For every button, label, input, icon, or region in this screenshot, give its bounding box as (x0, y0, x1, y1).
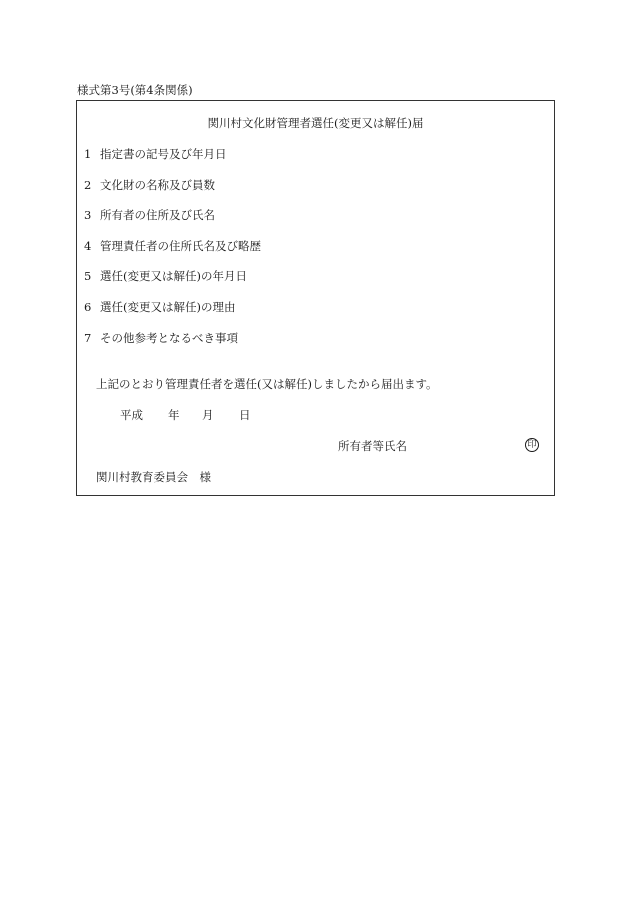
list-item (84, 239, 261, 253)
item-number: 3 (84, 208, 92, 222)
item-text: 指定書の記号及び年月日 (100, 147, 227, 161)
form-title: 関川村文化財管理者選任(変更又は解任)届 (207, 116, 424, 130)
list-item (84, 300, 235, 314)
date-line (120, 408, 251, 422)
declaration-statement: 上記のとおり管理責任者を選任(又は解任)しましたから届出ます。 (96, 377, 438, 391)
item-number: 7 (84, 331, 92, 345)
item-text: 所有者の住所及び氏名 (100, 208, 215, 222)
date-year: 年 (168, 408, 180, 422)
form-number-label: 様式第3号(第4条関係) (77, 83, 193, 97)
item-text: 管理責任者の住所氏名及び略歴 (100, 239, 261, 253)
list-item (84, 269, 247, 283)
owner-name-label: 所有者等氏名 (338, 439, 407, 453)
seal-icon: 印 (525, 438, 539, 452)
list-item (84, 147, 227, 161)
item-number: 6 (84, 300, 92, 314)
addressee: 関川村教育委員会 様 (96, 470, 211, 484)
item-number: 4 (84, 239, 92, 253)
list-item (84, 178, 215, 192)
list-item (84, 208, 215, 222)
item-text: 文化財の名称及び員数 (100, 178, 215, 192)
item-text: 選任(変更又は解任)の理由 (100, 300, 236, 314)
item-number: 5 (84, 269, 92, 283)
date-era: 平成 (120, 408, 143, 422)
item-text: 選任(変更又は解任)の年月日 (100, 269, 247, 283)
form-box (76, 100, 555, 496)
date-month: 月 (202, 408, 214, 422)
item-text: その他参考となるべき事項 (100, 331, 238, 345)
item-number: 1 (84, 147, 92, 161)
date-day: 日 (239, 408, 251, 422)
item-number: 2 (84, 178, 92, 192)
list-item (84, 331, 238, 345)
